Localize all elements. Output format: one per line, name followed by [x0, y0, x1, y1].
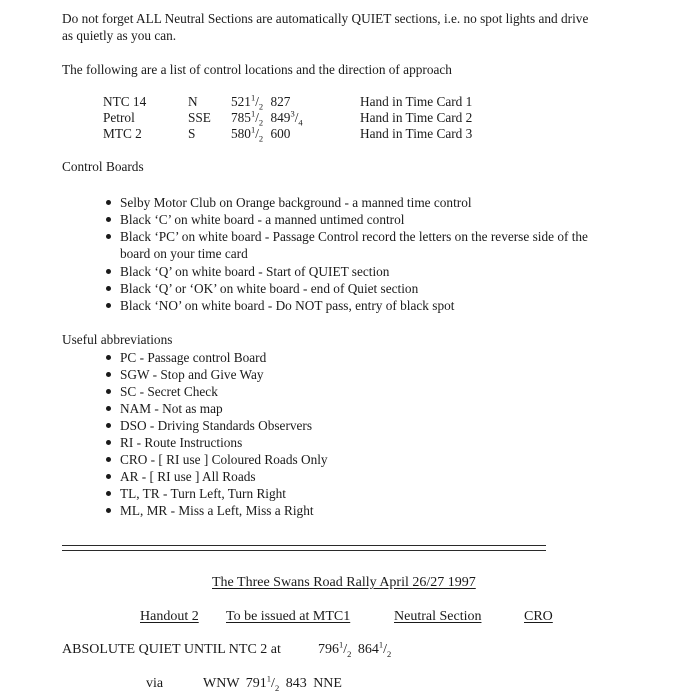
rally-title: The Three Swans Road Rally April 26/27 1997	[212, 575, 476, 590]
list-item: TL, TR - Turn Left, Turn Right	[106, 485, 328, 502]
control-map-ref: $785^1/_2$ $849^3/_4$	[231, 108, 303, 128]
control-name: MTC 2	[103, 126, 142, 141]
control-name: NTC 14	[103, 94, 147, 109]
list-item: CRO - [ RI use ] Coloured Roads Only	[106, 451, 328, 468]
boards-list	[106, 194, 588, 245]
abbrev-heading: Useful abbreviations	[62, 332, 173, 347]
list-item: PC - Passage control Board	[106, 349, 328, 366]
control-card: Hand in Time Card 2	[360, 110, 473, 125]
boards-heading: Control Boards	[62, 159, 144, 174]
controls-intro: The following are a list of control locations and the direction of approach	[62, 62, 452, 77]
control-card: Hand in Time Card 3	[360, 126, 473, 141]
list-item: Black ‘Q’ on white board - Start of QUIET section	[106, 263, 454, 280]
list-item: Selby Motor Club on Orange background - a manned time control	[106, 194, 588, 211]
list-item: NAM - Not as map	[106, 400, 328, 417]
control-card: Hand in Time Card 1	[360, 94, 473, 109]
list-item: Black ‘PC’ on white board - Passage Control record the letters on the reverse side of the	[106, 228, 588, 245]
boards-list-cont	[106, 263, 454, 314]
via-label: via	[146, 676, 164, 691]
control-map-ref: $521^1/_2$ 827	[231, 92, 291, 112]
control-direction: S	[188, 126, 196, 141]
control-map-ref: $580^1/_2$ 600	[231, 124, 291, 144]
via-route: WNW $791^1/_2$ 843 NNE	[203, 673, 342, 693]
list-item: Black ‘C’ on white board - a manned untimed control	[106, 211, 588, 228]
control-name: Petrol	[103, 110, 135, 125]
intro-line-2: as quietly as you can.	[62, 28, 177, 43]
list-item: SC - Secret Check	[106, 383, 328, 400]
separator-line	[62, 545, 546, 551]
handout-number: Handout 2	[140, 609, 199, 624]
control-direction: N	[188, 94, 198, 109]
abbrev-list	[106, 349, 328, 519]
list-item: ML, MR - Miss a Left, Miss a Right	[106, 502, 328, 519]
list-item: Black ‘NO’ on white board - Do NOT pass, entry of black spot	[106, 297, 454, 314]
list-item: SGW - Stop and Give Way	[106, 366, 328, 383]
intro-line-1: Do not forget ALL Neutral Sections are automatically QUIET sections, i.e. no spot lights and drive	[62, 11, 589, 26]
handout-section: Neutral Section	[394, 609, 482, 624]
handout-issue: To be issued at MTC1	[226, 609, 351, 624]
list-item: Black ‘Q’ or ‘OK’ on white board - end of Quiet section	[106, 280, 454, 297]
quiet-instruction: ABSOLUTE QUIET UNTIL NTC 2 at	[62, 642, 281, 657]
list-item: DSO - Driving Standards Observers	[106, 417, 328, 434]
list-item: RI - Route Instructions	[106, 434, 328, 451]
list-item: AR - [ RI use ] All Roads	[106, 468, 328, 485]
handout-roads: CRO	[524, 609, 553, 624]
quiet-map-ref: $796^1/_2$ $864^1/_2$	[318, 639, 392, 659]
control-direction: SSE	[188, 110, 211, 125]
boards-continuation: board on your time card	[120, 246, 248, 261]
